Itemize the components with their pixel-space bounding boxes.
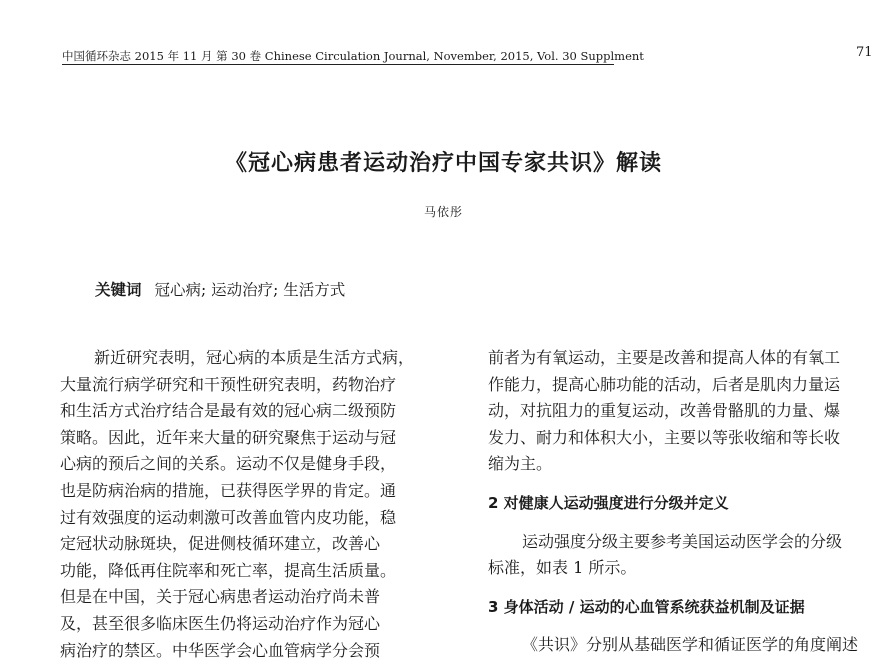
body-line: 心病的预后之间的关系。运动不仅是健身手段， — [60, 454, 397, 474]
body-line: 作能力，提高心肺功能的活动，后者是肌肉力量运 — [488, 374, 841, 394]
body-line: 病治疗的禁区。中华医学会心血管病学分会预 — [60, 640, 381, 660]
body-line: 和生活方式治疗结合是最有效的冠心病二级预防 — [60, 401, 397, 421]
keywords-label: 关键词 — [95, 281, 142, 299]
body-line: 发力、耐力和体积大小，主要以等张收缩和等长收 — [488, 427, 841, 447]
body-line: 标准，如表 1 所示。 — [488, 558, 637, 578]
body-line: 过有效强度的运动刺激可改善血管内皮功能，稳 — [60, 507, 397, 527]
running-head: 中国循环杂志 2015 年 11 月 第 30 卷 Chinese Circulation Journal, November, 2015, Vol. 30 Supplment — [62, 49, 644, 63]
spacer — [488, 517, 883, 529]
body-line: 及，甚至很多临床医生仍将运动治疗作为冠心 — [60, 613, 381, 633]
section-heading-2: 2 对健康人运动强度进行分级并定义 — [488, 493, 729, 512]
body-line: 新近研究表明，冠心病的本质是生活方式病， — [94, 348, 415, 367]
body-line: 大量流行病学研究和干预性研究表明，药物治疗 — [60, 374, 397, 394]
article-author: 马依彤 — [423, 205, 463, 219]
right-column — [488, 345, 883, 659]
body-line: 前者为有氧运动，主要是改善和提高人体的有氧工 — [488, 348, 841, 367]
body-line: 策略。因此，近年来大量的研究聚焦于运动与冠 — [60, 427, 397, 447]
keywords-text: 冠心病; 运动治疗; 生活方式 — [154, 281, 346, 299]
body-line: 但是在中国，关于冠心病患者运动治疗尚未普 — [60, 587, 381, 607]
body-line: 也是防病治病的措施，已获得医学界的肯定。通 — [60, 480, 397, 500]
body-line: 运动强度分级主要参考美国运动医学会的分级 — [522, 531, 843, 551]
header-rule — [62, 64, 614, 65]
article-title: 《冠心病患者运动治疗中国专家共识》解读 — [224, 151, 662, 176]
spacer — [488, 620, 883, 632]
spacer — [488, 478, 883, 490]
body-line: 功能，降低再住院率和死亡率，提高生活质量。 — [60, 560, 397, 580]
body-line: 动，对抗阻力的重复运动，改善骨骼肌的力量、爆 — [488, 401, 841, 421]
body-line: 缩为主。 — [488, 454, 553, 474]
spacer — [488, 582, 883, 594]
page-number: 71 — [856, 45, 873, 60]
section-heading-3: 3 身体活动 / 运动的心血管系统获益机制及证据 — [488, 597, 805, 616]
keywords — [95, 278, 345, 300]
left-column — [60, 345, 450, 664]
body-line: 《共识》分别从基础医学和循证医学的角度阐述 — [522, 635, 859, 655]
body-line: 定冠状动脉斑块，促进侧枝循环建立，改善心 — [60, 534, 381, 554]
